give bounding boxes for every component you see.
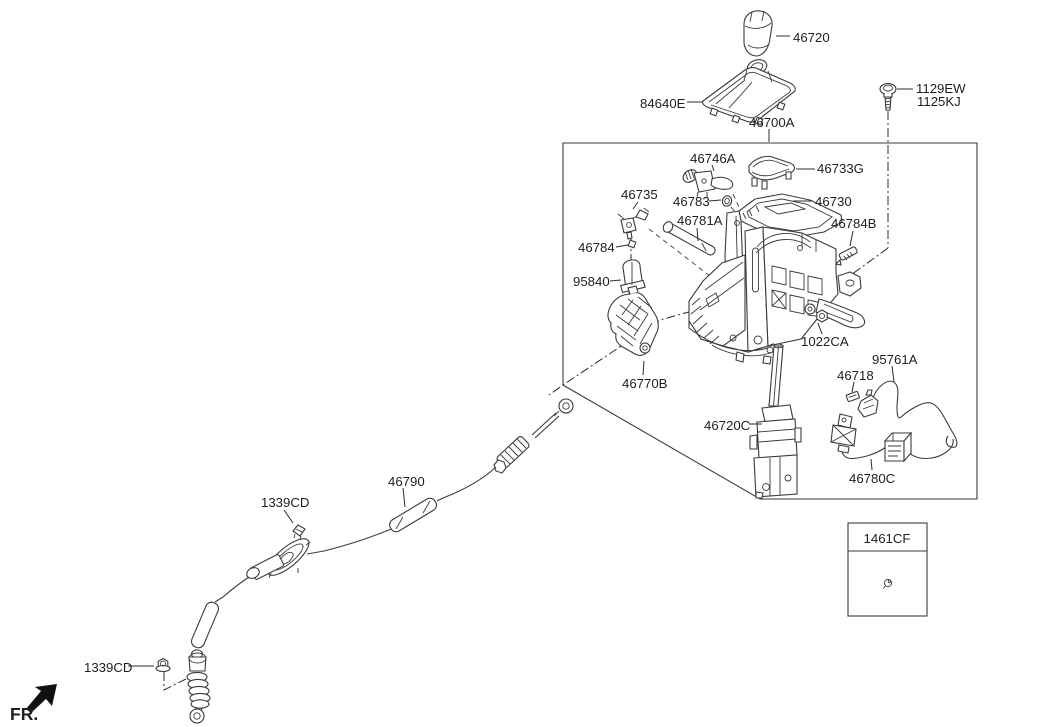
cable-clip-drawing xyxy=(293,525,305,540)
label-46718: 46718 xyxy=(837,368,874,383)
label-46770b: 46770B xyxy=(622,376,668,391)
label-95761a: 95761A xyxy=(872,352,918,367)
label-1461cf: 1461CF xyxy=(863,531,911,546)
label-95840: 95840 xyxy=(573,274,610,289)
cable-nut-drawing xyxy=(156,659,170,672)
label-46730: 46730 xyxy=(815,194,852,209)
label-1022ca: 1022CA xyxy=(801,334,849,349)
oring-drawing xyxy=(721,195,733,207)
label-46720: 46720 xyxy=(793,30,830,45)
label-1125kj: 1125KJ xyxy=(917,94,961,109)
label-46781a: 46781A xyxy=(677,213,723,228)
label-46746a: 46746A xyxy=(690,151,736,166)
shift-knob-drawing xyxy=(744,11,772,56)
sub-lever-drawing xyxy=(618,208,649,239)
label-46700a: 46700A xyxy=(749,115,795,130)
label-1339cd-nut: 1339CD xyxy=(84,660,133,675)
bolt-drawing xyxy=(880,84,896,111)
label-1339cd-clip: 1339CD xyxy=(261,495,310,510)
label-46720c: 46720C xyxy=(704,418,751,433)
label-46780c: 46780C xyxy=(849,471,896,486)
side-plate-drawing xyxy=(608,286,658,355)
part-labels xyxy=(10,30,966,724)
leader-lines xyxy=(128,36,913,666)
label-46783: 46783 xyxy=(673,194,710,209)
lever-shaft-drawing xyxy=(750,344,801,498)
switch-harness-drawing xyxy=(831,414,953,461)
label-1129ew: 1129EW xyxy=(916,81,966,96)
label-46784b: 46784B xyxy=(831,216,877,231)
label-46784: 46784 xyxy=(578,240,615,255)
label-fr: FR. xyxy=(10,704,39,724)
pin-drawing xyxy=(628,240,636,248)
label-46790: 46790 xyxy=(388,474,425,489)
label-84640e: 84640E xyxy=(640,96,686,111)
shift-cable-drawing xyxy=(187,399,573,723)
label-46733g: 46733G xyxy=(817,161,864,176)
screw-46784b-drawing xyxy=(836,246,858,265)
wire-clip-drawing xyxy=(846,391,860,402)
label-46735: 46735 xyxy=(621,187,658,202)
indicator-bracket-drawing xyxy=(749,156,794,189)
